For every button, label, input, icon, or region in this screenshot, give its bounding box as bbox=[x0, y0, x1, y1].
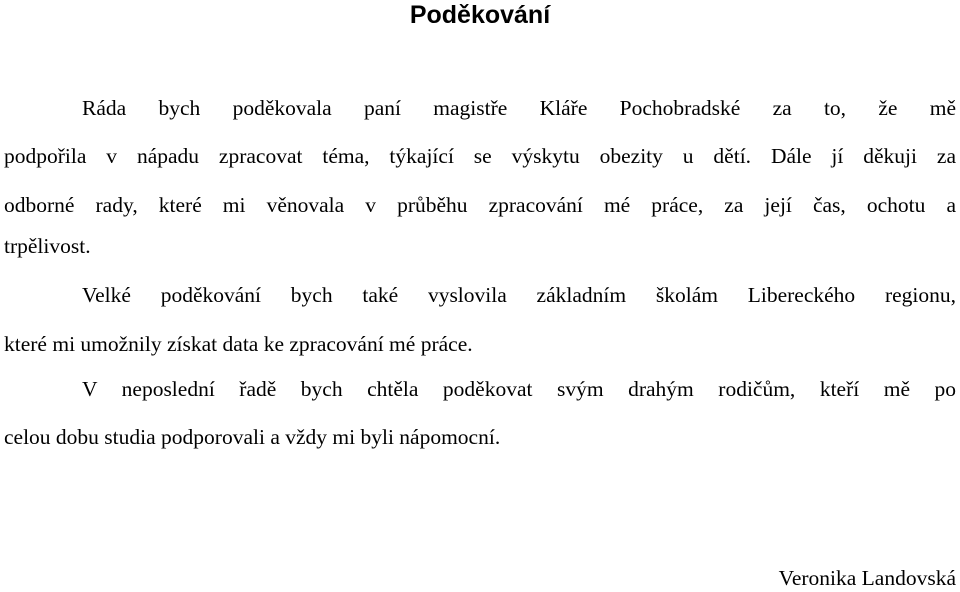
paragraph-line: Ráda bych poděkovala paní magistře Kláře Pochobradské za to, že mě bbox=[82, 96, 956, 120]
paragraph-line: V neposlední řadě bych chtěla poděkovat svým drahým rodičům, kteří mě po bbox=[82, 377, 956, 401]
paragraph-line: podpořila v nápadu zpracovat téma, týkající se výskytu obezity u dětí. Dále jí děkuji za bbox=[4, 144, 956, 168]
paragraph-line: odborné rady, které mi věnovala v průběhu zpracování mé práce, za její čas, ochotu a bbox=[4, 193, 956, 217]
author-signature: Veronika Landovská bbox=[778, 566, 956, 590]
paragraph-line: které mi umožnily získat data ke zpracování mé práce. bbox=[4, 332, 473, 356]
paragraph-line: celou dobu studia podporovali a vždy mi byli nápomocní. bbox=[4, 425, 501, 449]
page-title: Poděkování bbox=[409, 1, 551, 29]
paragraph-line: Velké poděkování bych také vyslovila základním školám Libereckého regionu, bbox=[82, 283, 956, 307]
paragraph-line: trpělivost. bbox=[4, 234, 91, 258]
